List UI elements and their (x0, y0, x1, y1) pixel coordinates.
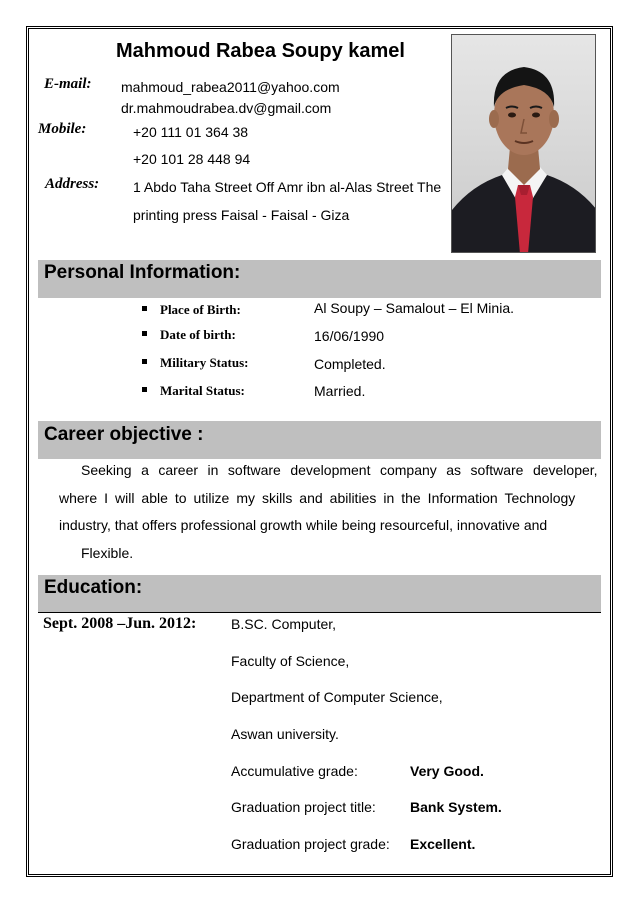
education-faculty: Faculty of Science, (231, 653, 350, 669)
education-degree: B.SC. Computer, (231, 616, 337, 632)
marital-status-value: Married. (314, 383, 366, 399)
mobile-secondary: +20 101 28 448 94 (133, 151, 251, 167)
date-of-birth-label: Date of birth: (160, 327, 236, 342)
email-secondary[interactable]: dr.mahmoudrabea.dv@gmail.com (121, 100, 332, 116)
profile-photo (451, 34, 596, 253)
place-of-birth-label: Place of Birth: (160, 302, 241, 317)
accumulative-grade-label: Accumulative grade: (231, 763, 358, 779)
place-of-birth-value: Al Soupy – Samalout – El Minia. (314, 300, 514, 316)
portrait-illustration (452, 35, 596, 253)
bullet-icon (142, 306, 147, 311)
education-university: Aswan university. (231, 726, 339, 742)
bullet-icon (142, 331, 147, 336)
email-primary[interactable]: mahmoud_rabea2011@yahoo.com (121, 79, 340, 95)
address-line-2: printing press Faisal - Faisal - Giza (133, 207, 350, 223)
career-line-2: where I will able to utilize my skills and abilities in the Information Technology (59, 490, 576, 506)
military-status-value: Completed. (314, 356, 386, 372)
project-grade-label: Graduation project grade: (231, 836, 390, 852)
mobile-primary: +20 111 01 364 38 (133, 124, 249, 140)
career-line-1 (81, 462, 598, 478)
career-objective-heading: Career objective : (38, 421, 601, 459)
mobile-label: Mobile: (38, 121, 87, 137)
project-grade-value: Excellent. (410, 836, 476, 852)
project-title-value: Bank System. (410, 799, 502, 815)
bullet-icon (142, 359, 147, 364)
career-line-4: Flexible. (81, 545, 134, 561)
career-line-1-text: Seeking a career in software development company as software developer, (81, 462, 598, 478)
marital-status-label: Marital Status: (160, 383, 245, 398)
career-line-3: industry, that offers professional growth while being resourceful, innovative and (59, 517, 548, 533)
personal-info-heading: Personal Information: (38, 260, 601, 298)
accumulative-grade-value: Very Good. (410, 763, 484, 779)
military-status-label: Military Status: (160, 355, 249, 370)
address-line-1: 1 Abdo Taha Street Off Amr ibn al-Alas Street The (133, 179, 442, 195)
project-title-label: Graduation project title: (231, 799, 376, 815)
address-label: Address: (45, 176, 100, 192)
candidate-name: Mahmoud Rabea Soupy kamel (116, 40, 405, 62)
education-date: Sept. 2008 –Jun. 2012: (43, 615, 197, 632)
education-heading: Education: (38, 575, 601, 613)
email-label: E-mail: (44, 76, 92, 92)
education-department: Department of Computer Science, (231, 689, 443, 705)
bullet-icon (142, 387, 147, 392)
date-of-birth-value: 16/06/1990 (314, 328, 385, 344)
